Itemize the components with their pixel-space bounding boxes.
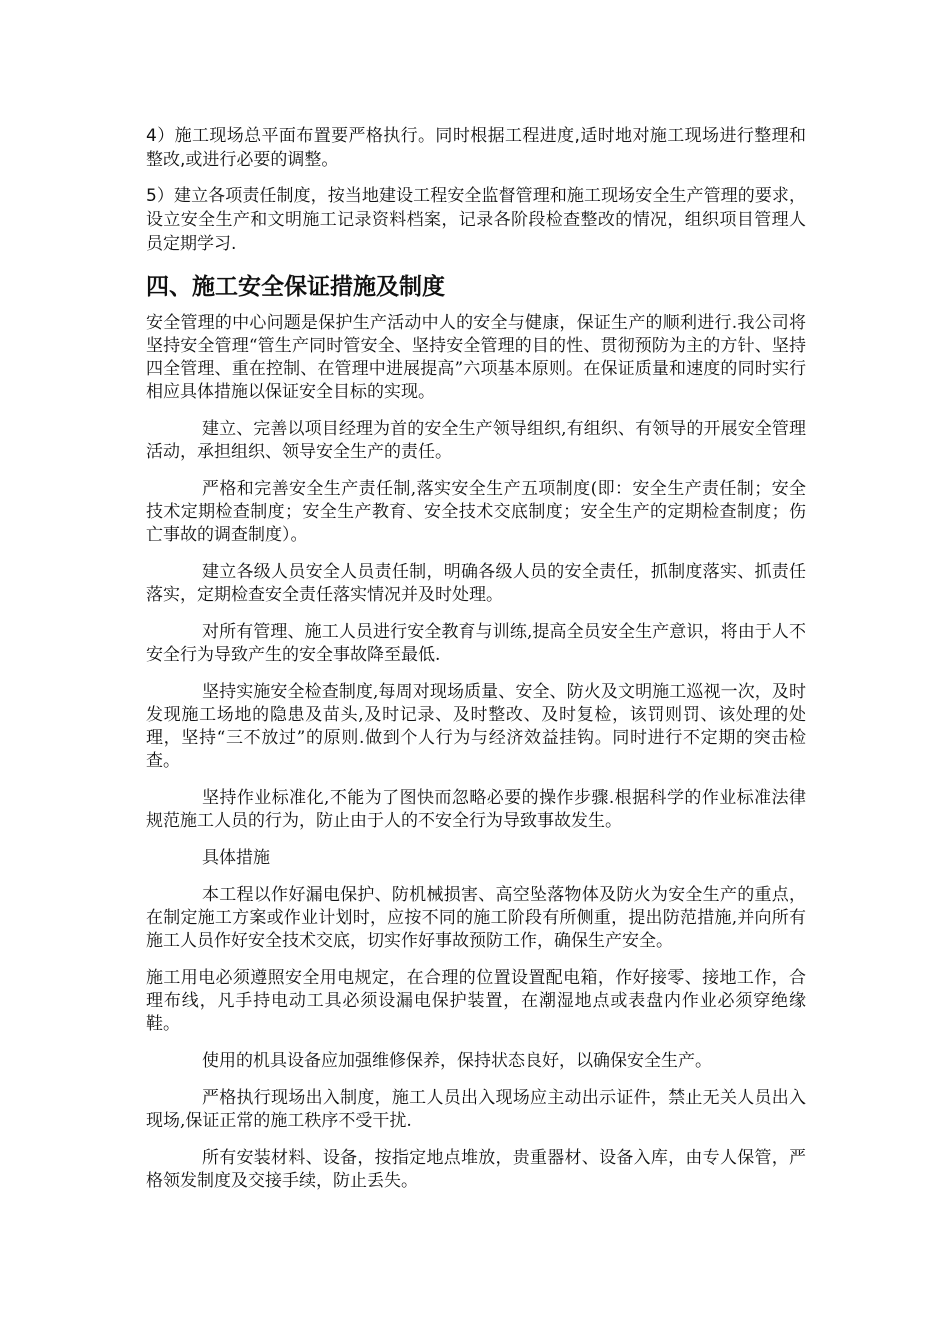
- paragraph-intro: 安全管理的中心问题是保护生产活动中人的安全与健康，保证生产的顺利进行.我公司将坚持安全管理“管生产同时管安全、坚持安全管理的目的性、贯彻预防为主的方针、坚持四全管理、重在控制、在管理中进展提高”六项基本原则。在保证质量和速度的同时实行相应具体措施以保证安全目标的实现。: [146, 313, 806, 402]
- paragraph-materials: 所有安装材料、设备，按指定地点堆放，贵重器材、设备入库，由专人保管，严格领发制度及交接手续，防止丢失。: [146, 1148, 806, 1191]
- paragraph-standardization: 坚持作业标准化,不能为了图快而忽略必要的操作步骤.根据科学的作业标准法律规范施工人员的行为，防止由于人的不安全行为导致事故发生。: [146, 788, 806, 831]
- paragraph-access-control: 严格执行现场出入制度，施工人员出入现场应主动出示证件，禁止无关人员出入现场,保证正常的施工秩序不受干扰.: [146, 1088, 806, 1131]
- subheading-measures: 具体措施: [202, 848, 270, 868]
- paragraph-inspection: 坚持实施安全检查制度,每周对现场质量、安全、防火及文明施工巡视一次，及时发现施工场地的隐患及苗头,及时记录、及时整改、及时复检，该罚则罚、该处理的处理，坚持“三不放过”的原则.做到个人行为与经济效益挂钩。同时进行不定期的突击检查。: [146, 682, 806, 771]
- paragraph-electricity: 施工用电必须遵照安全用电规定，在合理的位置设置配电箱，作好接零、接地工作，合理布线，凡手持电动工具必须设漏电保护装置，在潮湿地点或表盘内作业必须穿绝缘鞋。: [146, 968, 806, 1034]
- list-item-5: 5）建立各项责任制度，按当地建设工程安全监督管理和施工现场安全生产管理的要求，设立安全生产和文明施工记录资料档案，记录各阶段检查整改的情况，组织项目管理人员定期学习.: [146, 186, 806, 254]
- section-heading: 四、施工安全保证措施及制度: [146, 274, 445, 300]
- paragraph-responsibility-system: 严格和完善安全生产责任制,落实安全生产五项制度(即：安全生产责任制；安全技术定期检查制度；安全生产教育、安全技术交底制度；安全生产的定期检查制度；伤亡事故的调查制度）。: [146, 479, 806, 545]
- paragraph-equipment: 使用的机具设备应加强维修保养，保持状态良好，以确保安全生产。: [202, 1051, 712, 1071]
- paragraph-education: 对所有管理、施工人员进行安全教育与训练,提高全员安全生产意识，将由于人不安全行为导致产生的安全事故降至最低.: [146, 622, 806, 665]
- paragraph-personnel-responsibility: 建立各级人员安全人员责任制，明确各级人员的安全责任，抓制度落实、抓责任落实，定期检查安全责任落实情况并及时处理。: [146, 562, 806, 605]
- paragraph-organization: 建立、完善以项目经理为首的安全生产领导组织,有组织、有领导的开展安全管理活动，承担组织、领导安全生产的责任。: [146, 419, 806, 462]
- document-page: [146, 124, 806, 1207]
- paragraph-key-points: 本工程以作好漏电保护、防机械损害、高空坠落物体及防火为安全生产的重点，在制定施工方案或作业计划时，应按不同的施工阶段有所侧重，提出防范措施,并向所有施工人员作好安全技术交底，切实作好事故预防工作，确保生产安全。: [146, 885, 806, 951]
- list-item-4: 4）施工现场总平面布置要严格执行。同时根据工程进度,适时地对施工现场进行整理和整改,或进行必要的调整。: [146, 126, 806, 170]
